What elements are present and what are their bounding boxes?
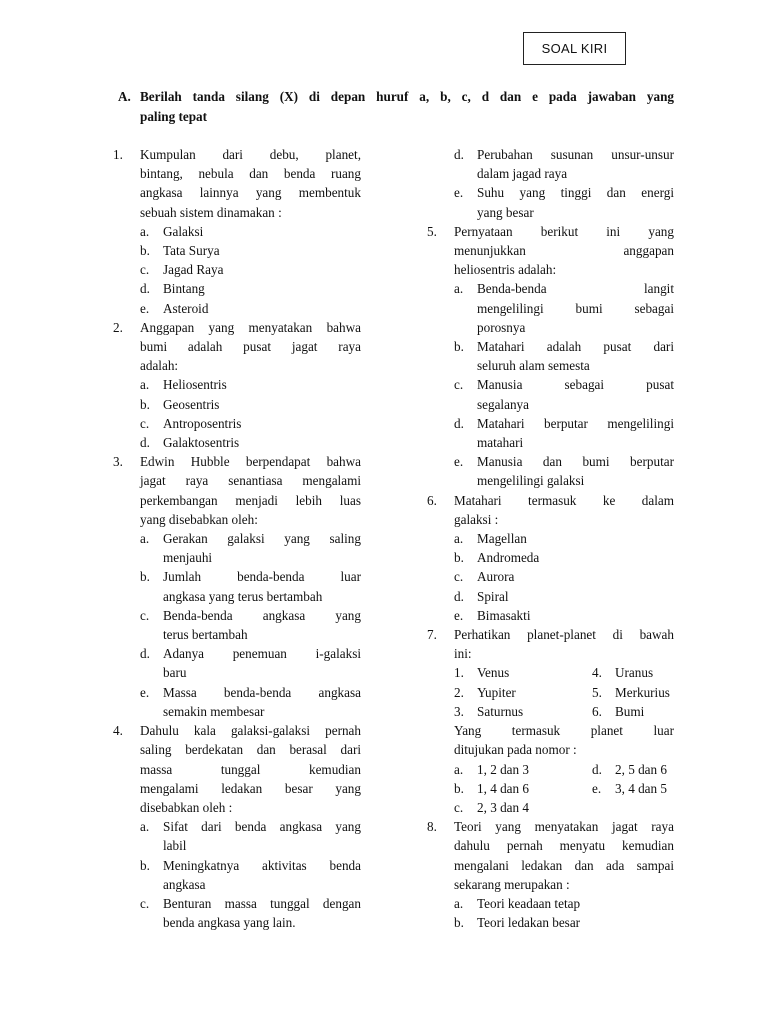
planet-name: Yupiter	[477, 684, 516, 700]
option-c[interactable]	[454, 798, 592, 817]
question-number: 6.	[427, 492, 437, 508]
option-text: Manusia sebagai pusat	[477, 377, 674, 393]
option-letter: b.	[454, 915, 464, 931]
question-stem	[454, 222, 674, 280]
empty-cell	[592, 798, 674, 817]
option-a[interactable]	[454, 279, 674, 337]
option-text: terus bertambah	[163, 627, 248, 643]
option-b[interactable]	[454, 779, 592, 798]
instruction-line-1: Berilah tanda silang (X) di depan huruf a, b, c, d dan e pada jawaban yang	[140, 89, 674, 104]
stem-line: Teori yang menyatakan jagat raya	[454, 819, 674, 835]
option-text: 2, 5 dan 6	[615, 761, 668, 777]
option-text: seluruh alam semesta	[477, 358, 590, 374]
option-text: Spiral	[477, 588, 509, 604]
option-c[interactable]	[140, 894, 361, 932]
option-letter: a.	[454, 761, 464, 777]
option-text: Bintang	[163, 281, 205, 297]
stem-line: yang disebabkan oleh:	[140, 511, 258, 527]
question-stem	[454, 817, 674, 894]
option-b[interactable]	[454, 548, 674, 567]
question-stem	[454, 491, 674, 529]
right-column	[427, 145, 674, 932]
stem-line: Anggapan yang menyatakan bahwa	[140, 319, 361, 335]
planet-name: Merkurius	[615, 684, 670, 700]
option-text: Meningkatnya aktivitas benda	[163, 857, 361, 873]
stem-line: Matahari termasuk ke dalam	[454, 492, 674, 508]
option-text: Teori ledakan besar	[477, 915, 581, 931]
stem-line: jagat raya senantiasa mengalami	[140, 473, 361, 489]
planet-item	[454, 683, 592, 702]
question-7-prompt	[454, 721, 674, 759]
option-text: Manusia dan bumi berputar	[477, 454, 674, 470]
option-letter: c.	[140, 895, 150, 911]
option-text: Aurora	[477, 569, 515, 585]
option-letter: a.	[140, 377, 150, 393]
stem-line: perkembangan menjadi lebih luas	[140, 492, 361, 508]
option-d[interactable]	[592, 760, 674, 779]
option-text: 3, 4 dan 5	[615, 780, 668, 796]
option-letter: a.	[454, 531, 464, 547]
stem-line: Dahulu kala galaksi-galaksi pernah	[140, 723, 361, 739]
question-number: 4.	[113, 723, 123, 739]
stem-line: ini:	[454, 646, 472, 662]
option-letter: e.	[592, 780, 602, 796]
planet-number: 6.	[592, 703, 602, 719]
question-3	[113, 452, 361, 721]
planet-number: 3.	[454, 703, 464, 719]
option-letter: d.	[454, 147, 464, 162]
option-a[interactable]	[140, 375, 361, 394]
planet-number: 5.	[592, 684, 602, 700]
planet-item	[592, 683, 674, 702]
option-e[interactable]	[454, 452, 674, 490]
planet-item	[454, 702, 592, 721]
option-text: angkasa yang terus bertambah	[163, 588, 323, 604]
option-c[interactable]	[140, 260, 361, 279]
option-text: Galaksi	[163, 223, 204, 239]
answer-list	[454, 760, 674, 818]
stem-line: Edwin Hubble berpendapat bahwa	[140, 454, 361, 470]
option-d[interactable]	[140, 279, 361, 298]
option-d[interactable]	[140, 644, 361, 682]
option-text: mengelilingi galaksi	[477, 473, 585, 489]
option-letter: d.	[140, 281, 150, 297]
question-stem	[140, 721, 361, 817]
left-column	[113, 145, 361, 932]
option-letter: a.	[140, 223, 150, 239]
option-text: Asteroid	[163, 300, 209, 316]
option-text: Jagad Raya	[163, 262, 224, 278]
option-text: Magellan	[477, 531, 527, 547]
question-stem	[140, 318, 361, 376]
option-text: semakin membesar	[163, 703, 265, 719]
option-letter: b.	[140, 243, 150, 259]
option-e[interactable]	[592, 779, 674, 798]
stem-line: mengalami ledakan besar yang	[140, 780, 361, 796]
question-7	[427, 625, 674, 817]
option-text: Bimasakti	[477, 607, 531, 623]
stem-line: sebuah sistem dinamakan :	[140, 204, 282, 220]
option-text: 1, 2 dan 3	[477, 761, 530, 777]
option-letter: c.	[140, 415, 150, 431]
option-text: Heliosentris	[163, 377, 227, 393]
stem-line: galaksi :	[454, 511, 499, 527]
planet-list	[454, 663, 674, 721]
option-letter: e.	[140, 300, 150, 316]
section-instruction	[118, 87, 674, 126]
option-letter: c.	[140, 607, 150, 623]
stem-line: Pernyataan berikut ini yang	[454, 223, 674, 239]
stem-line: menunjukkan anggapan	[454, 243, 674, 259]
stem-line: bumi adalah pusat jagat raya	[140, 339, 361, 355]
option-text: Perubahan susunan unsur-unsur	[477, 147, 674, 162]
question-number: 8.	[427, 819, 437, 835]
option-text: yang besar	[477, 204, 534, 220]
planet-number: 2.	[454, 684, 464, 700]
option-c[interactable]	[454, 375, 674, 413]
option-text: angkasa	[163, 876, 206, 892]
question-stem	[454, 625, 674, 663]
option-text: labil	[163, 838, 187, 854]
option-letter: a.	[454, 281, 464, 297]
planet-item	[592, 702, 674, 721]
option-text: benda angkasa yang lain.	[163, 915, 296, 931]
planet-name: Uranus	[615, 665, 654, 681]
option-c[interactable]	[140, 414, 361, 433]
option-letter: d.	[140, 435, 150, 451]
option-letter: b.	[140, 857, 150, 873]
stem-line: mengalani ledakan dan ada sampai	[454, 857, 674, 873]
option-text: Matahari adalah pusat dari	[477, 339, 674, 355]
stem-line: heliosentris adalah:	[454, 262, 557, 278]
option-letter: b.	[140, 396, 150, 412]
question-number: 1.	[113, 147, 123, 162]
option-letter: e.	[454, 454, 464, 470]
stem-line: adalah:	[140, 358, 179, 374]
option-c[interactable]	[454, 567, 674, 586]
stem-line: bintang, nebula dan benda ruang	[140, 166, 361, 182]
question-4	[113, 721, 361, 932]
option-text: Jumlah benda-benda luar	[163, 569, 361, 585]
option-letter: e.	[454, 607, 464, 623]
planet-name: Saturnus	[477, 703, 524, 719]
option-letter: a.	[454, 895, 464, 911]
option-letter: d.	[454, 588, 464, 604]
option-letter: e.	[454, 185, 464, 201]
option-text: Antroposentris	[163, 415, 242, 431]
option-e[interactable]	[140, 299, 361, 318]
option-b[interactable]	[140, 567, 361, 605]
option-text: Benda-benda langit	[477, 281, 674, 297]
option-b[interactable]	[454, 337, 674, 375]
option-e[interactable]	[140, 683, 361, 721]
option-d[interactable]	[454, 145, 674, 183]
option-letter: b.	[454, 550, 464, 566]
option-letter: d.	[140, 646, 150, 662]
option-text: porosnya	[477, 319, 526, 335]
option-text: Gerakan galaksi yang saling	[163, 531, 361, 547]
stem-line: ditujukan pada nomor :	[454, 742, 577, 758]
option-letter: a.	[140, 531, 150, 547]
question-number: 3.	[113, 454, 123, 470]
option-text: Benturan massa tunggal dengan	[163, 895, 361, 911]
section-letter: A.	[118, 89, 131, 104]
option-text: Geosentris	[163, 396, 220, 412]
stem-line: sekarang merupakan :	[454, 876, 570, 892]
option-b[interactable]	[140, 241, 361, 260]
question-number: 7.	[427, 627, 437, 643]
option-text: Benda-benda angkasa yang	[163, 607, 361, 623]
option-e[interactable]	[454, 183, 674, 221]
question-8	[427, 817, 674, 932]
option-text: Suhu yang tinggi dan energi	[477, 185, 674, 201]
option-text: segalanya	[477, 396, 529, 412]
option-a[interactable]	[140, 529, 361, 567]
question-stem	[140, 145, 361, 222]
soal-kiri-label: SOAL KIRI	[541, 40, 608, 56]
option-letter: a.	[140, 819, 150, 835]
option-text: mengelilingi bumi sebagai	[477, 300, 674, 316]
planet-name: Bumi	[615, 703, 645, 719]
option-e[interactable]	[454, 606, 674, 625]
stem-line: angkasa lainnya yang membentuk	[140, 185, 361, 201]
stem-line: Kumpulan dari debu, planet,	[140, 147, 361, 162]
stem-line: dahulu pernah menyatu kemudian	[454, 838, 674, 854]
option-letter: e.	[140, 684, 150, 700]
stem-line: massa tunggal kemudian	[140, 761, 361, 777]
option-b[interactable]	[140, 856, 361, 894]
option-text: Galaktosentris	[163, 435, 240, 451]
option-c[interactable]	[140, 606, 361, 644]
stem-line: Yang termasuk planet luar	[454, 723, 674, 739]
question-2	[113, 318, 361, 452]
option-text: Tata Surya	[163, 243, 220, 259]
option-letter: c.	[140, 262, 150, 278]
option-letter: d.	[454, 415, 464, 431]
question-1	[113, 145, 361, 318]
question-number: 2.	[113, 319, 123, 335]
option-d[interactable]	[454, 414, 674, 452]
option-letter: c.	[454, 799, 464, 815]
question-5	[427, 222, 674, 491]
planet-number: 1.	[454, 665, 464, 681]
option-text: baru	[163, 665, 187, 681]
option-text: Sifat dari benda angkasa yang	[163, 819, 361, 835]
planet-item	[592, 663, 674, 682]
question-stem	[140, 452, 361, 529]
option-text: Adanya penemuan i-galaksi	[163, 646, 361, 662]
question-4-continued	[427, 145, 674, 222]
option-text: Massa benda-benda angkasa	[163, 684, 361, 700]
stem-line: disebabkan oleh :	[140, 799, 233, 815]
option-a[interactable]	[454, 529, 674, 548]
option-letter: c.	[454, 569, 464, 585]
option-text: dalam jagad raya	[477, 166, 568, 182]
option-text: menjauhi	[163, 550, 213, 566]
option-text: matahari	[477, 435, 524, 451]
option-letter: b.	[140, 569, 150, 585]
option-b[interactable]	[140, 395, 361, 414]
stem-line: Perhatikan planet-planet di bawah	[454, 627, 674, 643]
option-letter: d.	[592, 761, 602, 777]
option-letter: b.	[454, 780, 464, 796]
option-b[interactable]	[454, 913, 674, 932]
soal-kiri-label-box	[523, 32, 626, 65]
option-text: 1, 4 dan 6	[477, 780, 530, 796]
planet-number: 4.	[592, 665, 602, 681]
option-d[interactable]	[140, 433, 361, 452]
option-letter: b.	[454, 339, 464, 355]
option-d[interactable]	[454, 587, 674, 606]
planet-name: Venus	[477, 665, 510, 681]
instruction-line-2: paling tepat	[140, 108, 208, 124]
option-text: Matahari berputar mengelilingi	[477, 415, 674, 431]
option-text: Teori keadaan tetap	[477, 895, 581, 911]
option-a[interactable]	[140, 222, 361, 241]
option-letter: c.	[454, 377, 464, 393]
option-text: 2, 3 dan 4	[477, 799, 530, 815]
option-text: Andromeda	[477, 550, 540, 566]
question-6	[427, 491, 674, 625]
option-a[interactable]	[454, 760, 592, 779]
question-number: 5.	[427, 223, 437, 239]
planet-item	[454, 663, 592, 682]
stem-line: saling berdekatan dan berasal dari	[140, 742, 361, 758]
option-a[interactable]	[454, 894, 674, 913]
option-a[interactable]	[140, 817, 361, 855]
